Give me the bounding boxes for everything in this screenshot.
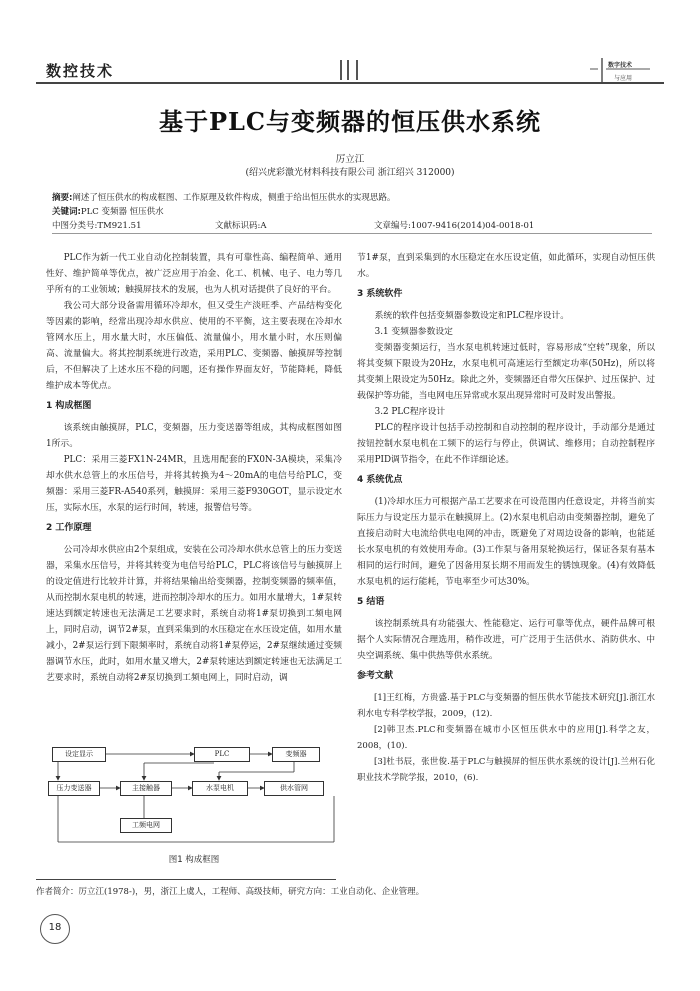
paragraph: 变频器变频运行，当水泵电机转速过低时，容易形成“空转”现象，所以将其变频下限设为20Hz，水泵电机可高速运行至额定功率(50Hz)，所以将其变频上限设定为50Hz。除此之外，变频器还自带欠压保护、过压保护、过载保护等功能，当电网电压异常或水泵出现异常时可及时发出警报。 xyxy=(357,343,655,401)
paragraph: 节1#泵，直到采集到的水压稳定在水压设定值，如此循环，实现自动恒压供水。 xyxy=(357,253,655,279)
header-divider xyxy=(356,60,358,80)
section-heading: 5 结语 xyxy=(357,597,385,607)
figure-caption: 图1 构成框图 xyxy=(168,855,220,865)
keywords-label: 关键词: xyxy=(52,207,81,217)
footnote-rule xyxy=(36,879,336,880)
right-column xyxy=(357,250,655,786)
header-rule xyxy=(36,82,664,84)
block-diagram xyxy=(44,740,344,870)
section-heading: 2 工作原理 xyxy=(46,523,92,533)
subsection-heading: 3.1 变频器参数设定 xyxy=(374,327,453,337)
article-title: 基于PLC与变频器的恒压供水系统 xyxy=(158,107,542,136)
reference-item: [3]杜书辰，张世俊.基于PLC与触摸屏的恒压供水系统的设计[J].兰州石化职业技术学院学报，2010，(6). xyxy=(357,757,655,783)
paragraph: PLC的程序设计包括手动控制和自动控制的程序设计，手动部分是通过按钮控制水泵电机在工频下的运行与停止，供调试、维修用；自动控制程序采用PID调节指令，在此不作详细论述。 xyxy=(357,423,655,465)
reference-item: [2]韩卫杰.PLC和变频器在城市小区恒压供水中的应用[J].科学之友，2008，(10). xyxy=(357,725,655,751)
paragraph: 我公司大部分设备需用循环冷却水，但又受生产淡旺季、产品结构变化等因素的影响，经常出现冷却水供应、使用的不平衡，这主要表现在冷却水管网水压上，用水量大时，水压偏低、流量偏小，用水量小时，水压则偏高、流量偏大。将其控制系统进行改造，采用PLC、变频器、触摸屏等控制后，不但解决了上述水压不稳的问题，还有操作界面友好，节能降耗，降低维护成本等优点。 xyxy=(46,301,342,391)
article-number: 文章编号:1007-9416(2014)04-0018-01 xyxy=(374,221,535,231)
paragraph: PLC作为新一代工业自动化控制装置，具有可靠性高、编程简单、通用性好、维护简单等优点，被广泛应用于冶金、化工、机械、电子、电力等几乎所有的工业领域；触摸屏技术的发展，也为人机对话提供了良好的平台。 xyxy=(46,253,342,295)
paragraph: (1)冷却水压力可根据产品工艺要求在可设范围内任意设定，并将当前实际压力与设定压力显示在触摸屏上。(2)水泵电机启动由变频器控制，避免了直接启动时大电流给供电电网的冲击，既避免了对周边设备的影响，也能延长水泵电机的有效使用寿命。(3)工作泵与备用泵轮换运行，保证各泵有基本相同的运行时间，避免了因备用泵长期不用而发生的锈蚀现象。(4)有效降低水泵电机的运行能耗，节电率至少可达30%。 xyxy=(357,497,655,587)
diagram-box-main-contactor: 主接触器 xyxy=(120,781,172,796)
keywords-text: PLC 变频器 恒压供水 xyxy=(80,207,164,217)
paragraph: PLC：采用三菱FX1N-24MR，且选用配套的FX0N-3A模块，采集冷却水供水总管上的水压信号，并将其转换为4～20mA的电信号给PLC，变频器：采用三菱FR-A540系列，触摸屏：采用三菱F930GOT，显示设定水压，实际水压，水泵的运行时间，转速，报警信号等。 xyxy=(46,455,342,513)
journal-logo xyxy=(588,56,654,84)
diagram-box-settings-display: 设定显示 xyxy=(52,747,106,762)
abstract-text: 阐述了恒压供水的构成框图、工作原理及软件构成，侧重于给出恒压供水的实现思路。 xyxy=(72,193,396,203)
diagram-box-inverter: 变频器 xyxy=(272,747,320,762)
header-divider xyxy=(340,60,342,80)
meta-separator xyxy=(52,233,652,234)
section-heading: 4 系统优点 xyxy=(357,475,403,485)
author: 厉立江 xyxy=(335,154,365,165)
section-title: 数控技术 xyxy=(46,62,115,80)
subsection-heading: 3.2 PLC程序设计 xyxy=(374,407,446,417)
paragraph: 系统的软件包括变频器参数设定和PLC程序设计。 xyxy=(374,311,570,321)
logo-text-top: 数字技术 xyxy=(608,62,633,69)
references-heading: 参考文献 xyxy=(357,671,394,681)
page-number: 18 xyxy=(48,922,62,933)
document-code: 文献标识码:A xyxy=(215,221,267,231)
abstract-label: 摘要: xyxy=(52,193,73,203)
section-heading: 3 系统软件 xyxy=(357,289,403,299)
paragraph: 该系统由触摸屏，PLC，变频器，压力变送器等组成，其构成框图如图1所示。 xyxy=(46,423,342,449)
paragraph: 公司冷却水供应由2个泵组成，安装在公司冷却水供水总管上的压力变送器，采集水压信号，并将其转变为电信号给PLC，PLC将该信号与触摸屏上的设定值进行比较并计算，并将结果输出给变频器，控制变频器的频率值，从而控制水泵电机的转速，进而控制冷却水的压力。如用水量增大，1#泵转速达到额定转速也无法满足工艺要求时，系统自动将1#泵切换到工频电网上，同时启动，调节2#泵，直到采集到的水压稳定在水压设定值，如用水量减小，2#泵运行到下限频率时，系统自动将1#泵停运，2#泵继续通过变频器调节水压，此时，如用水量又增大，2#泵转速达到额定转速也无法满足工艺要求时，系统自动将2#泵切换到工频电网上，同时启动，调 xyxy=(46,545,342,683)
reference-item: [1]王红梅，方贵盛.基于PLC与变频器的恒压供水节能技术研究[J].浙江水利水电专科学校学报，2009，(12). xyxy=(357,693,655,719)
abstract xyxy=(52,191,395,203)
section-heading: 1 构成框图 xyxy=(46,401,92,411)
author-note: 作者简介：厉立江(1978-)，男，浙江上虞人，工程师、高级技师，研究方向：工业自动化、企业管理。 xyxy=(36,887,425,897)
left-column xyxy=(46,250,342,686)
header-divider xyxy=(347,60,349,80)
logo-text-bottom: 与应用 xyxy=(614,75,633,82)
affiliation: (绍兴虎彩激光材料科技有限公司 浙江绍兴 312000) xyxy=(245,168,455,178)
diagram-box-pressure-transmitter: 压力变送器 xyxy=(48,781,100,796)
keywords xyxy=(52,205,164,217)
clc-number: 中图分类号:TM921.51 xyxy=(52,221,142,231)
diagram-box-plc: PLC xyxy=(194,747,250,762)
paragraph: 该控制系统具有功能强大、性能稳定、运行可靠等优点，硬件品牌可根据个人实际情况合理选用，稍作改进，可广泛用于生活供水、消防供水、中央空调系统、集中供热等供水系统。 xyxy=(357,619,655,661)
diagram-box-power-grid: 工频电网 xyxy=(120,818,172,833)
diagram-box-water-network: 供水管网 xyxy=(264,781,324,796)
diagram-box-pump-motor: 水泵电机 xyxy=(192,781,248,796)
